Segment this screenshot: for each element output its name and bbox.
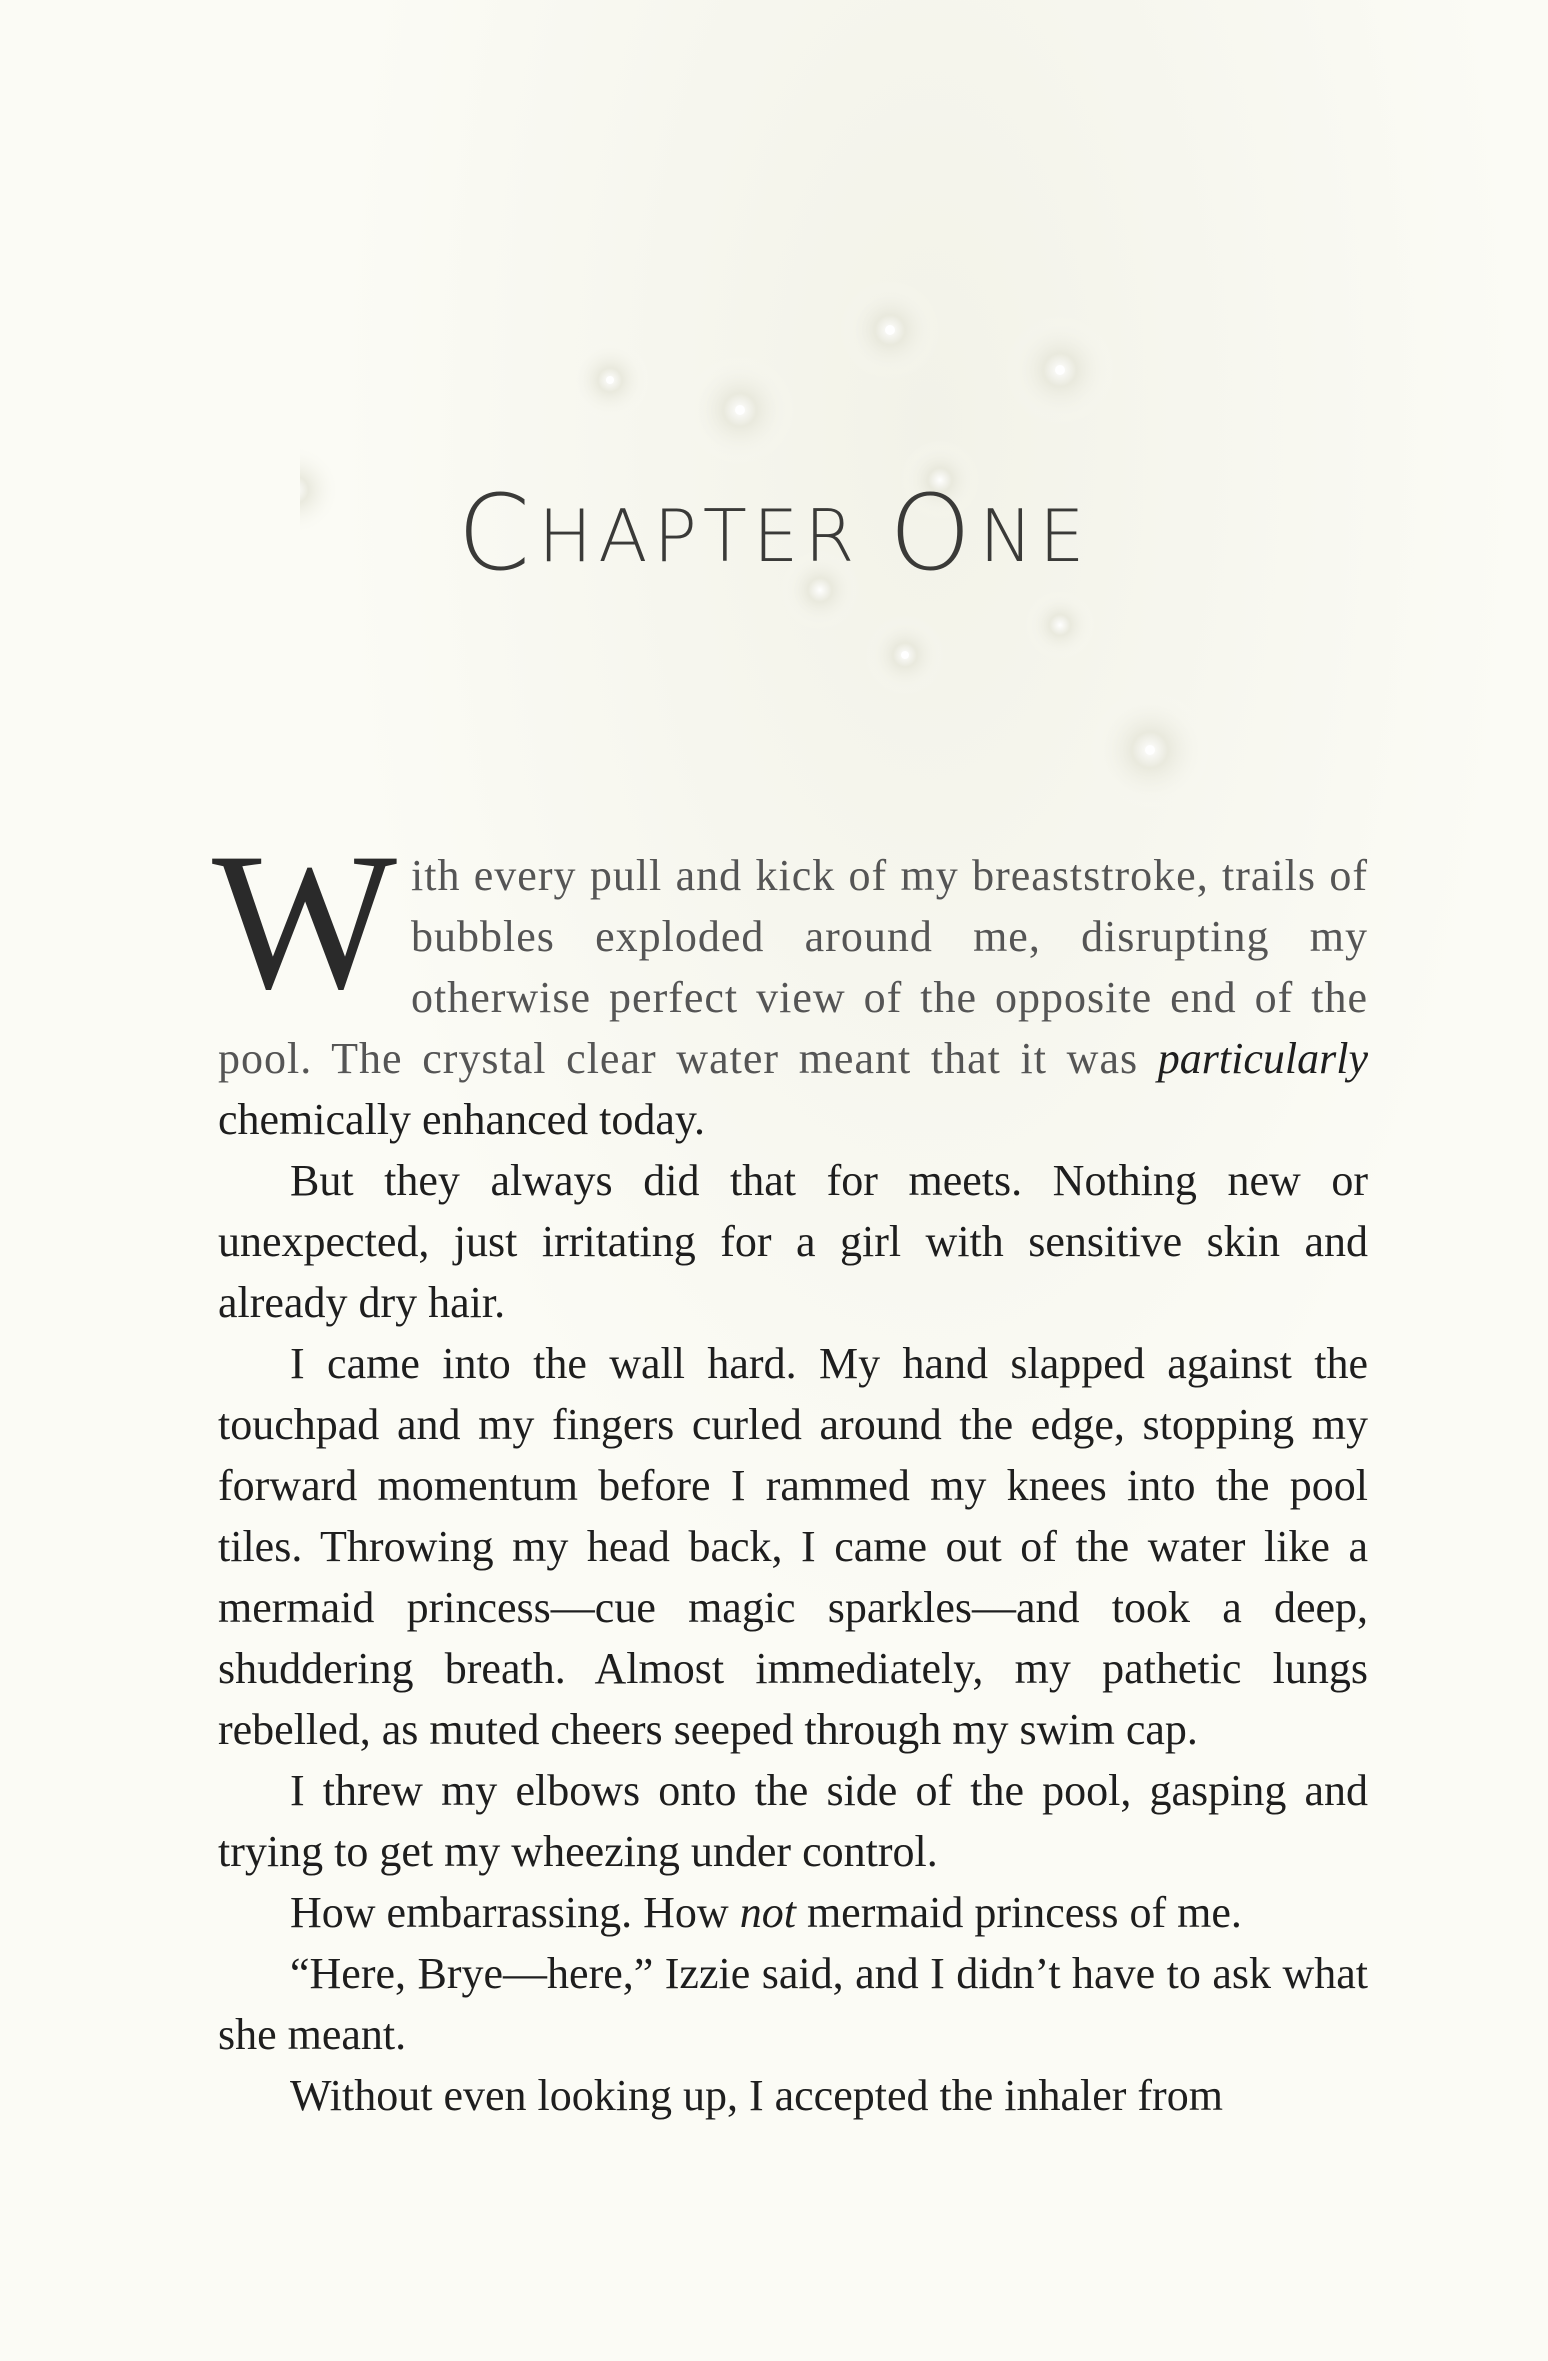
paragraph: [212, 813, 1368, 1150]
sparkle-icon: [570, 340, 650, 420]
paragraph: I threw my elbows onto the side of the pool, gasping and trying to get my wheezing under control.: [218, 1766, 1368, 1876]
sparkle-icon: [1025, 590, 1095, 660]
paragraph-text: ith every pull and kick of my breaststroke, trails of bubbles exploded around me, disrupting my otherwise perfect view of the opposite end of the pool. The crystal clear water meant that it was: [218, 851, 1368, 1083]
paragraph: Without even looking up, I accepted the inhaler from: [290, 2071, 1223, 2120]
paragraph: “Here, Brye—here,” Izzie said, and I didn’t have to ask what she meant.: [218, 1949, 1368, 2059]
paragraph: I came into the wall hard. My hand slapped against the touchpad and my fingers curled around the edge, stopping my forward momentum before I rammed my knees into the pool tiles. Throwing my head back, I came out of the water like a mermaid princess—cue magic sparkles—and took a deep, shuddering breath. Almost immediately, my pathetic lungs rebelled, as muted cheers seeped through my swim cap.: [218, 1339, 1368, 1754]
paragraph: But they always did that for meets. Nothing new or unexpected, just irritating for a girl with sensitive skin and already dry hair.: [218, 1156, 1368, 1327]
emphasis-text: not: [739, 1888, 796, 1937]
chapter-title-initial: O: [889, 472, 978, 594]
drop-cap: W: [212, 813, 397, 1030]
paragraph: [218, 1882, 1368, 1943]
paragraph-text: How embarrassing. How: [290, 1888, 740, 1937]
chapter-title-text: NE: [979, 494, 1091, 578]
chapter-title: [0, 472, 1548, 594]
sparkle-icon: [865, 615, 945, 695]
sparkle-icon: [1090, 690, 1210, 810]
sparkle-icon: [1005, 315, 1115, 425]
chapter-title-initial: C: [457, 472, 537, 594]
paragraph-text: chemically enhanced today.: [218, 1095, 706, 1144]
emphasis-text: particularly: [1157, 1034, 1368, 1083]
paragraph-text: mermaid princess of me.: [795, 1888, 1242, 1937]
sparkle-icon: [685, 355, 795, 465]
chapter-body: [212, 813, 1368, 2126]
sparkle-icon: [840, 280, 940, 380]
chapter-title-text: HAPTER: [538, 494, 890, 578]
